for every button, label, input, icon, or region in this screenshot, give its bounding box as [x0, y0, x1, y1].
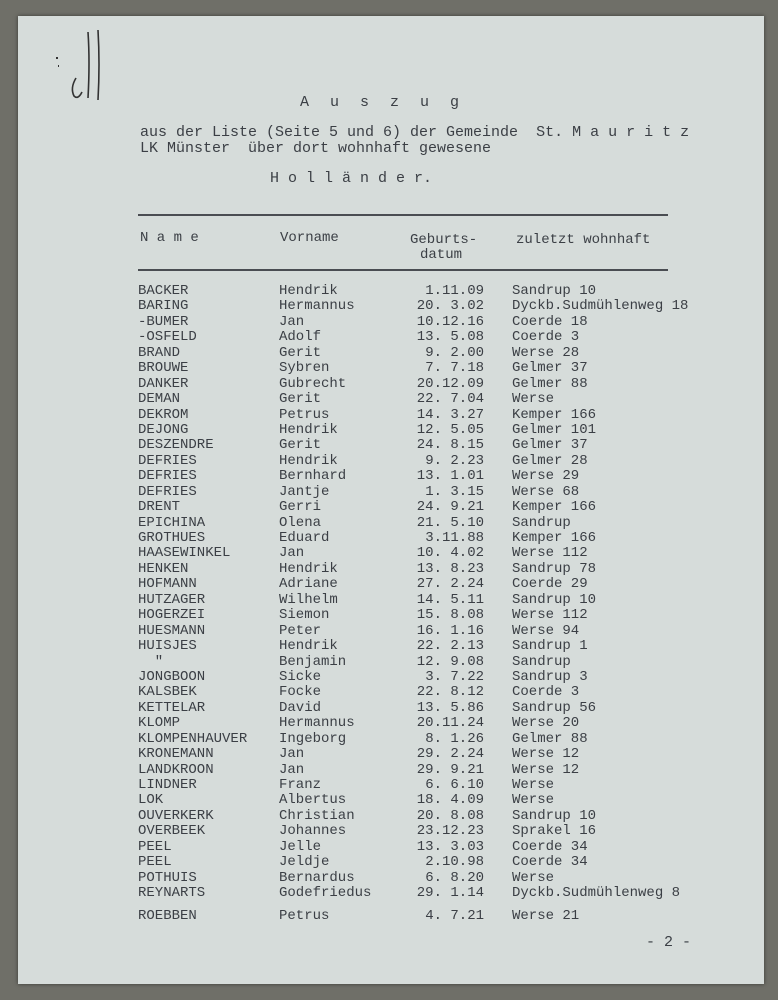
table-cell-vorname: Christian: [279, 807, 355, 824]
table-cell-ort: Gelmer 88: [512, 375, 588, 392]
table-cell-vorname: David: [279, 699, 322, 716]
table-cell-name: HENKEN: [138, 560, 189, 577]
intro-line-1: aus der Liste (Seite 5 und 6) der Gemeinde St. M a u r i t z: [140, 124, 690, 141]
table-cell-ort: Sprakel 16: [512, 823, 597, 840]
table-cell-datum: 20.12.09: [416, 375, 484, 392]
table-cell-datum: 13. 5.08: [416, 329, 484, 346]
table-cell-vorname: Jan: [279, 545, 305, 562]
table-cell-name: HUESMANN: [138, 622, 206, 639]
table-cell-ort: Gelmer 101: [512, 421, 597, 438]
table-cell-datum: 13. 5.86: [416, 699, 484, 716]
table-cell-datum: 22. 8.12: [416, 684, 484, 701]
table-cell-ort: Kemper 166: [512, 530, 597, 546]
table-cell-datum: 13. 3.03: [416, 838, 484, 855]
table-cell-vorname: Hendrik: [279, 560, 338, 577]
table-cell-ort: Dyckb.Sudmühlenweg 18: [512, 298, 689, 315]
table-cell-vorname: Jan: [279, 313, 305, 330]
table-top-rule: [138, 214, 668, 216]
table-cell-vorname: Wilhelm: [279, 591, 338, 608]
table-cell-datum: 6. 6.10: [425, 777, 484, 793]
table-cell-name: KLOMPENHAUVER: [138, 730, 248, 747]
table-cell-vorname: Godefriedus: [279, 885, 372, 902]
table-cell-ort: Werse 12: [512, 761, 580, 778]
table-cell-vorname: Bernhard: [279, 468, 347, 485]
table-cell-ort: Werse 12: [512, 746, 580, 763]
column-header-name: N a m e: [140, 230, 199, 246]
table-cell-vorname: Hendrik: [279, 283, 338, 299]
table-cell-vorname: Bernardus: [279, 869, 355, 886]
table-cell-name: BACKER: [138, 283, 189, 299]
table-cell-datum: 27. 2.24: [416, 576, 484, 593]
table-cell-ort: Coerde 34: [512, 838, 588, 855]
table-cell-vorname: Petrus: [279, 907, 330, 924]
table-cell-ort: Werse: [512, 391, 555, 408]
table-cell-name: KRONEMANN: [138, 746, 214, 763]
table-cell-ort: Sandrup 10: [512, 591, 597, 608]
table-cell-name: PEEL: [138, 838, 172, 855]
table-cell-vorname: Gerit: [279, 344, 322, 361]
page-number: - 2 -: [646, 934, 692, 951]
table-cell-datum: 29. 1.14: [416, 885, 484, 902]
table-cell-datum: 4. 7.21: [425, 907, 484, 924]
table-cell-name: -BUMER: [138, 313, 189, 330]
table-cell-vorname: Jan: [279, 746, 305, 763]
table-cell-name: DEFRIES: [138, 452, 197, 469]
table-cell-name: KETTELAR: [138, 699, 206, 716]
datum-column: [396, 284, 484, 924]
table-cell-datum: 20. 3.02: [416, 298, 484, 315]
table-cell-vorname: Adriane: [279, 576, 338, 593]
table-cell-name: DEFRIES: [138, 483, 197, 500]
table-cell-vorname: Sicke: [279, 668, 322, 685]
table-cell-datum: 24. 9.21: [416, 499, 484, 516]
vorname-column: [279, 284, 371, 924]
table-cell-ort: Werse 68: [512, 483, 580, 500]
table-cell-ort: Werse 28: [512, 344, 580, 361]
table-cell-name: BRAND: [138, 344, 181, 361]
table-cell-name: HUISJES: [138, 638, 197, 655]
table-cell-vorname: Gerit: [279, 437, 322, 454]
table-cell-datum: 8. 1.26: [425, 730, 484, 747]
table-cell-vorname: Benjamin: [279, 653, 347, 670]
column-header-geburtsdatum-2: datum: [420, 247, 463, 263]
table-cell-ort: Coerde 3: [512, 329, 580, 346]
table-cell-datum: 6. 8.20: [425, 869, 484, 886]
table-cell-vorname: Hendrik: [279, 638, 338, 655]
handwritten-mark: [46, 28, 106, 108]
table-cell-name: HUTZAGER: [138, 591, 206, 608]
table-cell-ort: Sandrup: [512, 653, 571, 670]
table-cell-vorname: Adolf: [279, 329, 322, 346]
table-cell-name: LANDKROON: [138, 761, 214, 778]
table-cell-ort: Sandrup 56: [512, 699, 597, 716]
table-cell-name: OUVERKERK: [138, 807, 214, 824]
document-title: A u s z u g: [300, 94, 466, 111]
table-cell-ort: Sandrup 1: [512, 638, 588, 655]
table-cell-ort: Werse: [512, 869, 555, 886]
table-cell-ort: Gelmer 37: [512, 437, 588, 454]
table-cell-ort: Werse 94: [512, 622, 580, 639]
table-cell-ort: Sandrup 3: [512, 668, 588, 685]
column-header-geburtsdatum-1: Geburts-: [410, 232, 478, 248]
table-cell-vorname: Siemon: [279, 607, 330, 624]
table-cell-datum: 3.11.88: [425, 530, 484, 546]
table-cell-vorname: Olena: [279, 514, 322, 531]
table-cell-vorname: Johannes: [279, 823, 347, 840]
table-cell-name: DESZENDRE: [138, 437, 214, 454]
table-cell-name: LINDNER: [138, 777, 197, 793]
table-cell-name: PEEL: [138, 854, 172, 871]
table-cell-datum: 20. 8.08: [416, 807, 484, 824]
table-cell-vorname: Ingeborg: [279, 730, 347, 747]
table-cell-ort: Kemper 166: [512, 406, 597, 423]
table-cell-vorname: Hermannus: [279, 298, 355, 315]
table-cell-ort: Kemper 166: [512, 499, 597, 516]
name-column: [138, 284, 247, 924]
table-cell-vorname: Jeldje: [279, 854, 330, 871]
table-cell-vorname: Gerri: [279, 499, 322, 516]
table-cell-vorname: Jan: [279, 761, 305, 778]
table-cell-name: DEJONG: [138, 421, 189, 438]
table-cell-vorname: Albertus: [279, 792, 347, 809]
table-cell-datum: 18. 4.09: [416, 792, 484, 809]
table-cell-name: DEMAN: [138, 391, 181, 408]
table-cell-name: DEKROM: [138, 406, 189, 423]
table-cell-datum: 23.12.23: [416, 823, 484, 840]
table-cell-datum: 15. 8.08: [416, 607, 484, 624]
table-cell-ort: Coerde 29: [512, 576, 588, 593]
table-cell-datum: 9. 2.23: [425, 452, 484, 469]
table-cell-vorname: Franz: [279, 777, 322, 793]
table-cell-name: KLOMP: [138, 715, 181, 732]
table-cell-datum: 7. 7.18: [425, 360, 484, 377]
table-cell-datum: 21. 5.10: [416, 514, 484, 531]
table-cell-vorname: Hendrik: [279, 452, 338, 469]
table-cell-datum: 22. 2.13: [416, 638, 484, 655]
table-cell-ort: Coerde 34: [512, 854, 588, 871]
table-cell-name: -OSFELD: [138, 329, 197, 346]
table-cell-datum: 1. 3.15: [425, 483, 484, 500]
table-cell-datum: 3. 7.22: [425, 668, 484, 685]
table-cell-name: EPICHINA: [138, 514, 206, 531]
table-cell-name: KALSBEK: [138, 684, 197, 701]
document-page: [18, 16, 764, 984]
wohnhaft-column: [512, 284, 688, 924]
table-cell-datum: 29. 9.21: [416, 761, 484, 778]
table-cell-vorname: Hermannus: [279, 715, 355, 732]
table-cell-vorname: Eduard: [279, 530, 330, 546]
table-cell-datum: 29. 2.24: [416, 746, 484, 763]
table-cell-ort: Sandrup 10: [512, 283, 597, 299]
table-cell-name: OVERBEEK: [138, 823, 206, 840]
table-cell-vorname: Sybren: [279, 360, 330, 377]
table-cell-vorname: Gubrecht: [279, 375, 347, 392]
table-cell-name: ROEBBEN: [138, 907, 197, 924]
table-cell-datum: 1.11.09: [425, 283, 484, 299]
table-cell-datum: 10.12.16: [416, 313, 484, 330]
table-cell-name: HOFMANN: [138, 576, 197, 593]
table-cell-ort: Coerde 18: [512, 313, 588, 330]
table-cell-vorname: Petrus: [279, 406, 330, 423]
table-cell-name: JONGBOON: [138, 668, 206, 685]
table-cell-datum: 10. 4.02: [416, 545, 484, 562]
table-cell-ort: Werse 112: [512, 607, 588, 624]
table-cell-vorname: Focke: [279, 684, 322, 701]
table-cell-vorname: Gerit: [279, 391, 322, 408]
table-cell-datum: 22. 7.04: [416, 391, 484, 408]
table-cell-datum: 16. 1.16: [416, 622, 484, 639]
intro-line-2: LK Münster über dort wohnhaft gewesene: [140, 140, 492, 157]
column-header-wohnhaft: zuletzt wohnhaft: [516, 232, 651, 248]
table-cell-vorname: Jelle: [279, 838, 322, 855]
column-header-vorname: Vorname: [280, 230, 339, 246]
table-cell-datum: 14. 3.27: [416, 406, 484, 423]
table-cell-name: DRENT: [138, 499, 181, 516]
table-cell-ort: Sandrup 78: [512, 560, 597, 577]
table-cell-ort: Coerde 3: [512, 684, 580, 701]
table-header-rule: [138, 269, 668, 271]
table-cell-ort: Werse: [512, 792, 555, 809]
table-cell-datum: 2.10.98: [425, 854, 484, 871]
table-cell-name: DANKER: [138, 375, 189, 392]
table-cell-vorname: Peter: [279, 622, 322, 639]
table-cell-name: REYNARTS: [138, 885, 206, 902]
table-cell-ort: Dyckb.Sudmühlenweg 8: [512, 885, 681, 902]
table-cell-name: BROUWE: [138, 360, 189, 377]
table-cell-datum: 13. 1.01: [416, 468, 484, 485]
table-cell-ort: Werse 21: [512, 907, 580, 924]
table-cell-ort: Werse 29: [512, 468, 580, 485]
table-cell-ort: Werse 112: [512, 545, 588, 562]
table-cell-name: HAASEWINKEL: [138, 545, 231, 562]
table-cell-datum: 12. 5.05: [416, 421, 484, 438]
table-cell-ort: Gelmer 37: [512, 360, 588, 377]
table-cell-datum: 24. 8.15: [416, 437, 484, 454]
table-cell-datum: 12. 9.08: [416, 653, 484, 670]
table-cell-name: BARING: [138, 298, 189, 315]
table-cell-ort: Werse: [512, 777, 555, 793]
table-cell-name: HOGERZEI: [138, 607, 206, 624]
table-cell-name: DEFRIES: [138, 468, 197, 485]
table-cell-ort: Gelmer 28: [512, 452, 588, 469]
table-cell-ort: Sandrup: [512, 514, 571, 531]
table-cell-name: POTHUIS: [138, 869, 197, 886]
table-cell-datum: 20.11.24: [416, 715, 484, 732]
table-cell-datum: 9. 2.00: [425, 344, 484, 361]
table-cell-datum: 13. 8.23: [416, 560, 484, 577]
table-cell-ort: Sandrup 10: [512, 807, 597, 824]
table-cell-ort: Gelmer 88: [512, 730, 588, 747]
subject-heading: H o l l ä n d e r.: [270, 170, 433, 187]
table-cell-name: LOK: [138, 792, 164, 809]
table-cell-vorname: Jantje: [279, 483, 330, 500]
table-cell-datum: 14. 5.11: [416, 591, 484, 608]
table-cell-vorname: Hendrik: [279, 421, 338, 438]
table-cell-name: GROTHUES: [138, 530, 206, 546]
table-cell-name: ": [138, 653, 164, 670]
table-cell-ort: Werse 20: [512, 715, 580, 732]
